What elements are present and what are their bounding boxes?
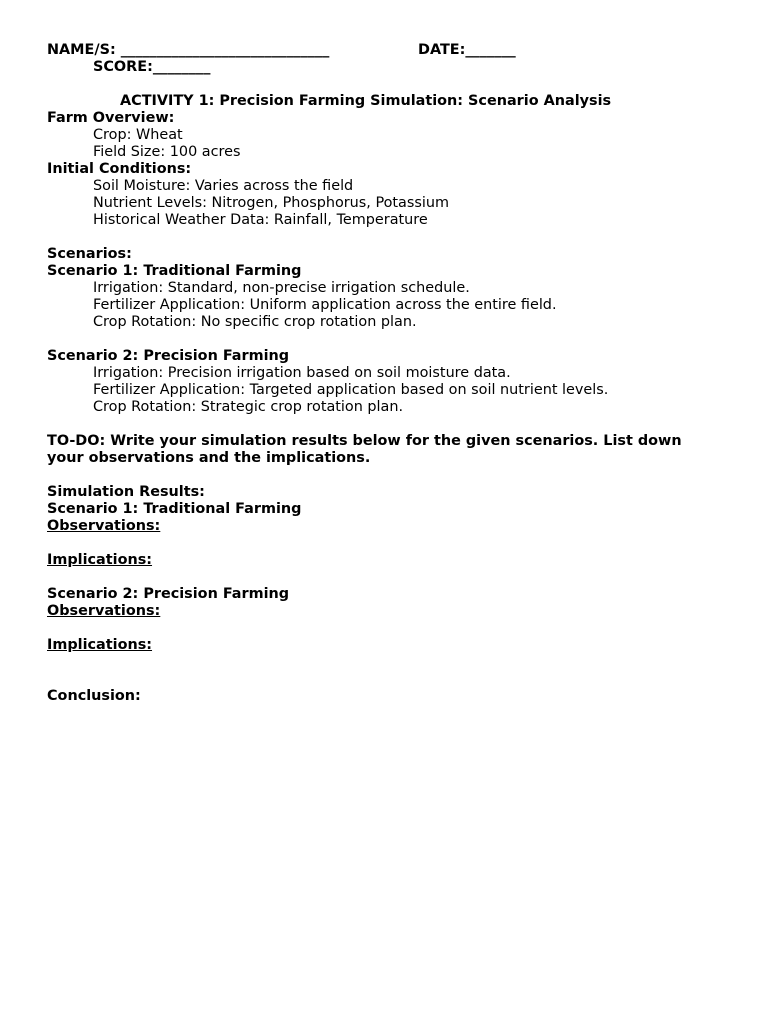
- farm-crop: Crop: Wheat: [93, 127, 183, 143]
- scenario2-item: Crop Rotation: Strategic crop rotation plan.: [93, 399, 404, 415]
- scenario2-implications-label: Implications:: [47, 637, 153, 653]
- conclusion-label: Conclusion:: [47, 688, 141, 704]
- scenario2-title: Scenario 2: Precision Farming: [47, 348, 290, 364]
- scenario1-implications-label: Implications:: [47, 552, 153, 568]
- scenario2-item: Fertilizer Application: Targeted application based on soil nutrient levels.: [93, 382, 609, 398]
- name-field-label: NAME/S: _____________________________: [47, 42, 330, 58]
- spacer: [47, 467, 747, 484]
- scenario1-item: Irrigation: Standard, non-precise irrigation schedule.: [93, 280, 470, 296]
- results-heading: Simulation Results:: [47, 484, 205, 500]
- spacer: [47, 654, 747, 688]
- document-page: [47, 42, 747, 705]
- scenario1-item: Crop Rotation: No specific crop rotation plan.: [93, 314, 417, 330]
- activity-title: ACTIVITY 1: Precision Farming Simulation: Scenario Analysis: [120, 93, 612, 109]
- spacer: [47, 620, 747, 637]
- scenario2-item: Irrigation: Precision irrigation based on soil moisture data.: [93, 365, 511, 381]
- spacer: [47, 416, 747, 433]
- farm-overview-heading: Farm Overview:: [47, 110, 175, 126]
- results-scenario1-title: Scenario 1: Traditional Farming: [47, 501, 302, 517]
- date-field-label: DATE:_______: [418, 42, 516, 58]
- scenarios-heading: Scenarios:: [47, 246, 132, 262]
- spacer: [47, 535, 747, 552]
- spacer: [47, 76, 747, 93]
- header-row: [47, 42, 747, 59]
- spacer: [47, 331, 747, 348]
- score-field-label: SCORE:________: [93, 59, 211, 75]
- results-scenario2-title: Scenario 2: Precision Farming: [47, 586, 290, 602]
- scenario2-observations-label: Observations:: [47, 603, 161, 619]
- farm-field-size: Field Size: 100 acres: [93, 144, 241, 160]
- spacer: [47, 229, 747, 246]
- initial-condition-item: Nutrient Levels: Nitrogen, Phosphorus, Potassium: [93, 195, 450, 211]
- initial-condition-item: Soil Moisture: Varies across the field: [93, 178, 354, 194]
- spacer: [47, 569, 747, 586]
- initial-conditions-heading: Initial Conditions:: [47, 161, 192, 177]
- todo-instructions: TO-DO: Write your simulation results below for the given scenarios. List down your observations and the implications.: [47, 433, 682, 466]
- scenario1-observations-label: Observations:: [47, 518, 161, 534]
- scenario1-title: Scenario 1: Traditional Farming: [47, 263, 302, 279]
- scenario1-item: Fertilizer Application: Uniform application across the entire field.: [93, 297, 557, 313]
- initial-condition-item: Historical Weather Data: Rainfall, Temperature: [93, 212, 428, 228]
